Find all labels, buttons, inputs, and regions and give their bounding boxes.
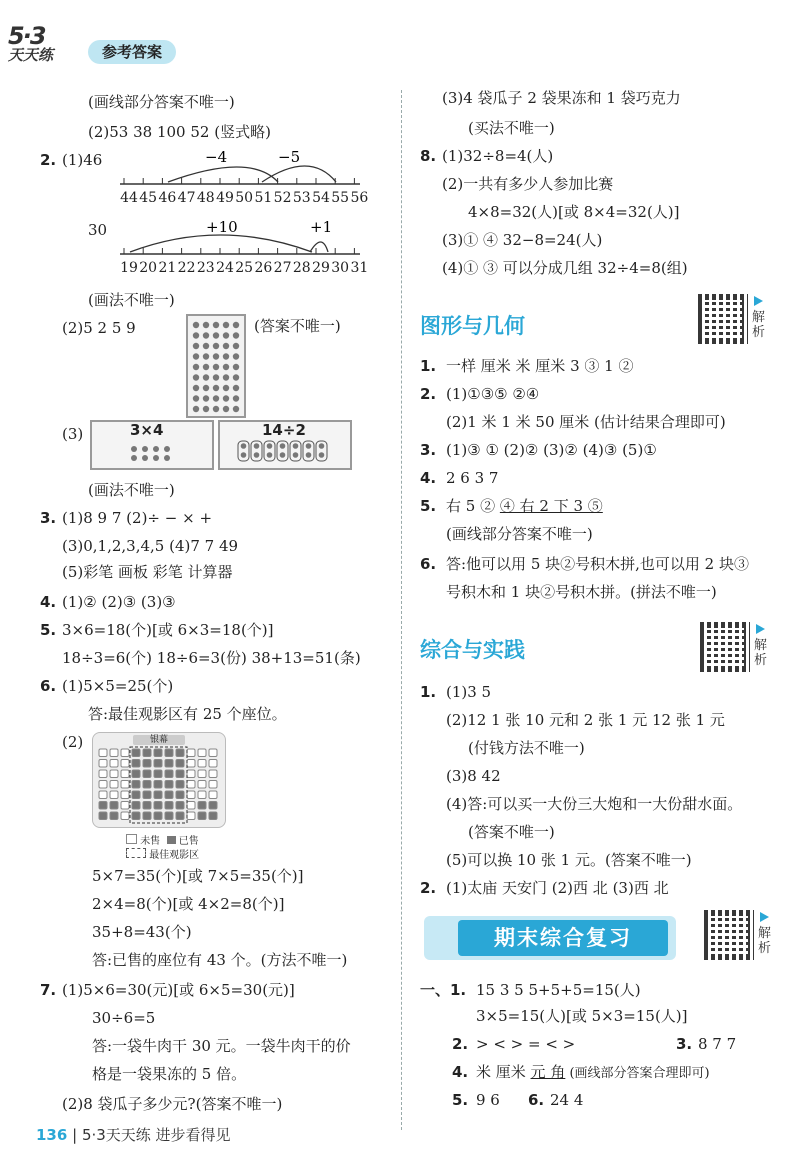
seat-sold: [176, 770, 184, 778]
seat-unsold: [198, 760, 206, 768]
seat-sold: [154, 791, 162, 799]
seat-sold: [165, 749, 173, 757]
dot: [233, 364, 239, 370]
dot: [241, 452, 247, 458]
tick-label: 24: [216, 260, 234, 276]
line: (1)5×6=30(元)[或 6×5=30(元)]: [62, 981, 295, 999]
seat-sold: [99, 802, 107, 810]
seat-unsold: [121, 791, 129, 799]
dot: [233, 353, 239, 359]
seat-unsold: [99, 781, 107, 789]
dot: [233, 322, 239, 328]
seat-sold: [132, 812, 140, 820]
line: (2)5 2 5 9: [62, 319, 136, 337]
question-number: 8.: [420, 147, 437, 165]
line: (1)46: [62, 151, 103, 169]
section-title-final-review: 期末综合复习: [458, 920, 668, 956]
tick-label: 25: [235, 260, 254, 276]
seat-sold: [154, 770, 162, 778]
seat-sold: [154, 812, 162, 820]
seat-sold: [143, 812, 151, 820]
question-number: 3.: [40, 509, 57, 527]
seat-sold: [176, 749, 184, 757]
page-footer: [36, 1124, 231, 1145]
play-icon: [756, 624, 765, 634]
dot: [293, 452, 299, 458]
tick-label: 50: [235, 190, 254, 206]
dot: [203, 374, 209, 380]
footer-separator: |: [72, 1126, 78, 1144]
question-number: 6.: [420, 555, 437, 573]
seat-map: [92, 732, 226, 828]
seat-unsold: [198, 791, 206, 799]
line: (画法不唯一): [88, 481, 175, 499]
seat-sold: [132, 781, 140, 789]
play-icon: [760, 912, 769, 922]
dot: [213, 353, 219, 359]
qr-code-icon[interactable]: [700, 622, 750, 672]
seat-unsold: [121, 802, 129, 810]
line: (答案不唯一): [468, 823, 555, 841]
tick-label: 22: [177, 260, 196, 276]
line: (3)0,1,2,3,4,5 (4)7 7 49: [62, 537, 239, 555]
dot: [193, 395, 199, 401]
dot: [193, 364, 199, 370]
seat-sold: [143, 770, 151, 778]
seat-sold: [132, 760, 140, 768]
seat-sold: [176, 812, 184, 820]
legend-best: 最佳观影区: [149, 850, 200, 861]
tick-label: 49: [216, 190, 234, 206]
seat-sold: [176, 791, 184, 799]
line: 4×8=32(人)[或 8×4=32(人)]: [468, 203, 680, 221]
seat-sold: [165, 802, 173, 810]
line: 2 6 3 7: [446, 469, 499, 487]
line: (答案不唯一): [254, 317, 341, 335]
analysis-label[interactable]: 解析: [754, 638, 768, 668]
dot: [223, 353, 229, 359]
seat-unsold: [187, 791, 195, 799]
seat-legend: [126, 832, 199, 847]
question-number: 6.: [528, 1091, 545, 1109]
seat-unsold: [99, 770, 107, 778]
line: 答:最佳观影区有 25 个座位。: [88, 705, 287, 723]
seat-sold: [110, 812, 118, 820]
seat-unsold: [209, 791, 217, 799]
seat-unsold: [187, 802, 195, 810]
text-segment: 米 厘米: [476, 1063, 531, 1081]
tick-label: 56: [350, 190, 369, 206]
question-number: 4.: [452, 1063, 469, 1081]
line: 15 3 5 5+5+5=15(人): [476, 981, 641, 999]
number-line-2: [110, 214, 370, 264]
seat-sold: [143, 802, 151, 810]
seat-unsold: [209, 749, 217, 757]
box-label: 14÷2: [262, 421, 306, 439]
dot: [223, 332, 229, 338]
line: 3×6=18(个)[或 6×3=18(个)]: [62, 621, 274, 639]
seat-sold: [99, 812, 107, 820]
line: 24 4: [550, 1091, 584, 1109]
line: (2): [62, 733, 84, 751]
text-segment: (画线部分答案合理即可): [565, 1066, 710, 1081]
question-number: 一、1.: [420, 981, 467, 999]
seat-sold: [132, 802, 140, 810]
dot: [267, 452, 273, 458]
dot: [203, 395, 209, 401]
dot: [319, 443, 325, 449]
seat-unsold: [187, 781, 195, 789]
jump-label: −5: [278, 148, 301, 166]
qr-code-icon[interactable]: [698, 294, 748, 344]
jump-arc: [130, 235, 312, 252]
box-dots: [128, 444, 178, 464]
seat-unsold: [209, 760, 217, 768]
dot: [203, 406, 209, 412]
analysis-label[interactable]: 解析: [752, 310, 766, 340]
line: 18÷3=6(个) 18÷6=3(份) 38+13=51(条): [62, 649, 361, 667]
tick-label: 21: [158, 260, 177, 276]
dot: [233, 385, 239, 391]
dot: [203, 322, 209, 328]
tick-label: 20: [139, 260, 158, 276]
line: (3): [62, 425, 84, 443]
seat-sold: [198, 802, 206, 810]
seat-sold: [198, 812, 206, 820]
line: (2)1 米 1 米 50 厘米 (估计结果合理即可): [446, 413, 726, 431]
line: 3×5=15(人)[或 5×3=15(人)]: [476, 1007, 688, 1025]
tick-label: 53: [292, 190, 311, 206]
seat-unsold: [209, 770, 217, 778]
dot: [131, 446, 137, 452]
dot: [153, 455, 159, 461]
dot: [164, 446, 170, 452]
line: (1)太庙 天安门 (2)西 北 (3)西 北: [446, 879, 669, 897]
line: (1)8 9 7 (2)÷ − × +: [62, 509, 213, 527]
line: (1)② (2)③ (3)③: [62, 593, 176, 611]
jump-label: +10: [206, 218, 238, 236]
line: (1)5×5=25(个): [62, 677, 174, 695]
seat-sold: [132, 791, 140, 799]
line: 5×7=35(个)[或 7×5=35(个)]: [92, 867, 304, 885]
seat-unsold: [121, 749, 129, 757]
dot: [193, 374, 199, 380]
logo-top: 5·3: [8, 22, 45, 50]
dot: [280, 443, 286, 449]
dot: [213, 322, 219, 328]
dot: [193, 343, 199, 349]
dot: [193, 332, 199, 338]
dot: [153, 446, 159, 452]
dot: [223, 374, 229, 380]
legend-unsold: 未售: [140, 836, 161, 847]
question-number: 6.: [40, 677, 57, 695]
footer-brand: 5·3天天练 进步看得见: [81, 1126, 231, 1144]
seat-unsold: [99, 760, 107, 768]
dot: [293, 443, 299, 449]
line: (3)8 42: [446, 767, 501, 785]
dot: [203, 332, 209, 338]
seat-sold: [176, 802, 184, 810]
box-label: 3×4: [130, 421, 164, 439]
seat-unsold: [198, 781, 206, 789]
line: [476, 1062, 710, 1084]
seat-sold: [165, 791, 173, 799]
line: (画线部分答案不唯一): [88, 93, 235, 111]
line: (买法不唯一): [468, 119, 555, 137]
line: 号积木和 1 块②号积木拼。(拼法不唯一): [446, 583, 717, 601]
line: (付钱方法不唯一): [468, 739, 585, 757]
question-number: 2.: [420, 879, 437, 897]
box-dots: [236, 440, 336, 462]
dot: [223, 343, 229, 349]
seat-sold: [165, 770, 173, 778]
jump-label: −4: [205, 148, 228, 166]
column-divider: [401, 90, 402, 1130]
seat-sold: [132, 749, 140, 757]
line: (1)③ ① (2)② (3)② (4)③ (5)①: [446, 441, 657, 459]
seat-unsold: [187, 812, 195, 820]
seat-unsold: [121, 770, 129, 778]
dot: [233, 332, 239, 338]
seat-unsold: [121, 812, 129, 820]
seat-sold: [209, 802, 217, 810]
dot: [233, 374, 239, 380]
tick-label: 51: [254, 190, 273, 206]
dot: [193, 406, 199, 412]
seat-sold: [176, 781, 184, 789]
section-title-geometry: 图形与几何: [420, 314, 525, 338]
seat-sold: [209, 812, 217, 820]
dot: [306, 452, 312, 458]
line: [446, 496, 603, 516]
tick-label: 48: [196, 190, 215, 206]
tick-label: 26: [254, 260, 273, 276]
question-number: 5.: [40, 621, 57, 639]
dot: [223, 385, 229, 391]
underlined-segment: ④ 右 2 下 3 ⑤: [499, 497, 603, 515]
dot: [193, 385, 199, 391]
logo-bottom: 天天练: [8, 46, 54, 64]
dot: [193, 353, 199, 359]
line: (5)彩笔 画板 彩笔 计算器: [62, 563, 233, 581]
dot: [142, 455, 148, 461]
line: 30÷6=5: [92, 1009, 156, 1027]
line: (1)32÷8=4(人): [442, 147, 554, 165]
dot: [254, 443, 260, 449]
dot: [254, 452, 260, 458]
seat-sold: [154, 781, 162, 789]
line: (2)8 袋瓜子多少元?(答案不唯一): [62, 1095, 283, 1113]
question-number: 2.: [40, 151, 57, 169]
line: (3)4 袋瓜子 2 袋果冻和 1 袋巧克力: [442, 89, 681, 107]
tick-label: 28: [292, 260, 311, 276]
seat-unsold: [121, 781, 129, 789]
line: 35+8=43(个): [92, 923, 192, 941]
question-number: 5.: [420, 497, 437, 515]
seat-unsold: [110, 749, 118, 757]
line: (3)① ④ 32−8=24(人): [442, 231, 603, 249]
dot: [203, 385, 209, 391]
analysis-label[interactable]: 解析: [758, 926, 772, 956]
seat-sold: [176, 760, 184, 768]
dot: [213, 385, 219, 391]
play-icon: [754, 296, 763, 306]
seat-unsold: [187, 770, 195, 778]
seat-legend-best: [126, 846, 199, 861]
line: (5)可以换 10 张 1 元。(答案不唯一): [446, 851, 692, 869]
tick-label: 52: [273, 190, 292, 206]
question-number: 3.: [676, 1035, 693, 1053]
dot: [213, 395, 219, 401]
line: (4)答:可以买一大份三大炮和一大份甜水面。: [446, 795, 743, 813]
question-number: 4.: [40, 593, 57, 611]
line: (画法不唯一): [88, 291, 175, 309]
line: (2)12 1 张 10 元和 2 张 1 元 12 张 1 元: [446, 711, 725, 729]
tick-label: 45: [139, 190, 158, 206]
dot: [131, 455, 137, 461]
seat-sold: [143, 760, 151, 768]
line: (1)①③⑤ ②④: [446, 385, 540, 403]
tick-label: 30: [331, 260, 350, 276]
qr-code-icon[interactable]: [704, 910, 754, 960]
text-segment: 右 5 ②: [446, 497, 500, 515]
line: 8 7 7: [698, 1035, 737, 1053]
line: 答:他可以用 5 块②号积木拼,也可以用 2 块③: [446, 555, 749, 573]
question-number: 7.: [40, 981, 57, 999]
seat-sold: [132, 770, 140, 778]
dot: [193, 322, 199, 328]
line: (2)53 38 100 52 (竖式略): [88, 123, 271, 141]
dot: [203, 353, 209, 359]
line: (4)① ③ 可以分成几组 32÷4=8(组): [442, 259, 688, 277]
seat-unsold: [121, 760, 129, 768]
dot: [213, 332, 219, 338]
dot: [142, 446, 148, 452]
dot: [233, 406, 239, 412]
dot: [223, 322, 229, 328]
seat-unsold: [99, 749, 107, 757]
seat-sold: [143, 781, 151, 789]
seat-sold: [154, 749, 162, 757]
question-number: 4.: [420, 469, 437, 487]
seat-unsold: [187, 749, 195, 757]
question-number: 2.: [452, 1035, 469, 1053]
seat-sold: [154, 760, 162, 768]
dot: [213, 374, 219, 380]
tick-label: 46: [158, 190, 177, 206]
dot: [203, 343, 209, 349]
tick-label: 29: [312, 260, 330, 276]
line: (1)3 5: [446, 683, 492, 701]
seat-unsold: [99, 791, 107, 799]
seat-unsold: [209, 781, 217, 789]
dot: [223, 395, 229, 401]
seat-unsold: [110, 791, 118, 799]
tick-label: 44: [120, 190, 138, 206]
jump-arc: [168, 167, 278, 182]
seat-sold: [165, 760, 173, 768]
line: > < > = < >: [476, 1035, 576, 1053]
tick-label: 31: [350, 260, 369, 276]
section-title-practice: 综合与实践: [420, 638, 525, 662]
jump-arc: [310, 242, 328, 252]
seat-unsold: [198, 749, 206, 757]
line: (2)一共有多少人参加比赛: [442, 175, 614, 193]
seat-sold: [154, 802, 162, 810]
line: 9 6: [476, 1091, 500, 1109]
question-number: 1.: [420, 683, 437, 701]
seat-sold: [165, 781, 173, 789]
line: 2×4=8(个)[或 4×2=8(个)]: [92, 895, 285, 913]
question-number: 5.: [452, 1091, 469, 1109]
line: 答:一袋牛肉干 30 元。一袋牛肉干的价: [92, 1037, 351, 1055]
seat-unsold: [110, 781, 118, 789]
dot: [280, 452, 286, 458]
brand-logo: [8, 22, 72, 68]
page-number: 136: [36, 1126, 68, 1144]
section-tag: 参考答案: [88, 40, 176, 64]
tick-label: 55: [331, 190, 350, 206]
question-number: 2.: [420, 385, 437, 403]
tick-label: 23: [196, 260, 215, 276]
jump-arc: [262, 166, 336, 182]
question-number: 3.: [420, 441, 437, 459]
dot: [223, 406, 229, 412]
dot: [203, 364, 209, 370]
dot: [164, 455, 170, 461]
dot: [213, 364, 219, 370]
line: (画线部分答案不唯一): [446, 525, 593, 543]
seat-sold: [110, 802, 118, 810]
tick-label: 47: [177, 190, 196, 206]
dot: [213, 343, 219, 349]
number-line-2-labels: [118, 260, 368, 280]
dot: [267, 443, 273, 449]
dot: [319, 452, 325, 458]
seat-unsold: [187, 760, 195, 768]
legend-sold: 已售: [178, 836, 199, 847]
line: 一样 厘米 米 厘米 3 ③ 1 ②: [446, 357, 634, 375]
line: 格是一袋果冻的 5 倍。: [92, 1065, 247, 1083]
number-line-1-labels: [118, 190, 368, 210]
seat-sold: [143, 749, 151, 757]
tick-label: 27: [273, 260, 292, 276]
dot: [241, 443, 247, 449]
dot: [233, 395, 239, 401]
dot: [213, 406, 219, 412]
dot: [306, 443, 312, 449]
underlined-segment: 元 角: [530, 1063, 566, 1081]
seat-sold: [165, 812, 173, 820]
tick-label: 54: [312, 190, 330, 206]
tick-label: 19: [120, 260, 138, 276]
seat-sold: [143, 791, 151, 799]
seat-unsold: [110, 770, 118, 778]
screen-label: 银幕: [133, 735, 185, 745]
line: 30: [88, 221, 108, 239]
dot: [223, 364, 229, 370]
line: 答:已售的座位有 43 个。(方法不唯一): [92, 951, 348, 969]
jump-label: +1: [310, 218, 333, 236]
dot: [233, 343, 239, 349]
seat-unsold: [110, 760, 118, 768]
seat-unsold: [198, 770, 206, 778]
question-number: 1.: [420, 357, 437, 375]
dot-grid-image: [186, 314, 246, 418]
